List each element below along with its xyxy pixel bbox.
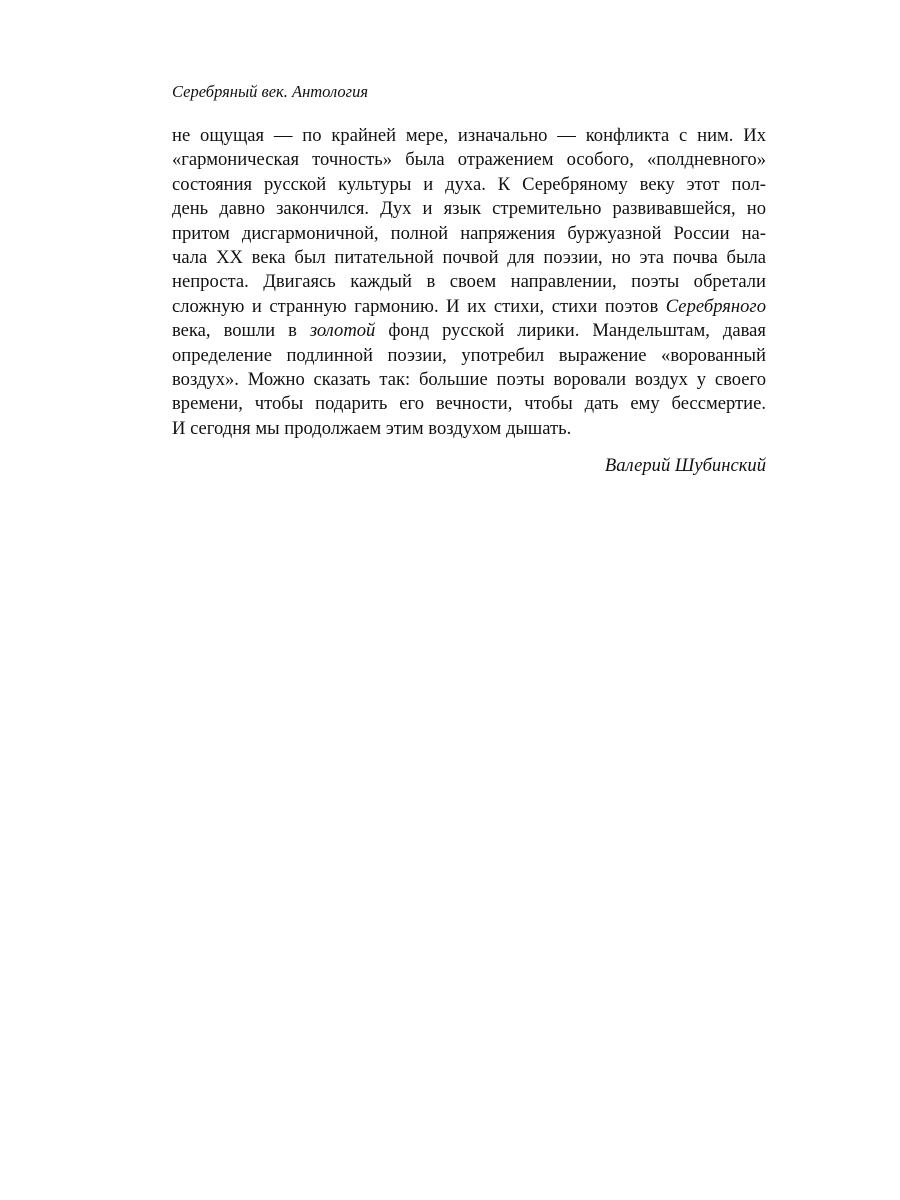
text-line: И сегодня мы продолжаем этим воздухом дышать. — [172, 417, 572, 439]
text-line: воздух». Можно сказать так: большие поэты воровали воздух у своего — [172, 368, 766, 390]
text-line: притом дисгармоничной, полной напряжения буржуазной России на- — [172, 222, 766, 244]
italic-word: золотой — [309, 320, 376, 342]
text-line: времени, чтобы подарить его вечности, чтобы дать ему бессмертие. — [172, 393, 766, 415]
text-line: непроста. Двигаясь каждый в своем направлении, поэты обретали — [172, 271, 766, 293]
text-line — [172, 295, 766, 319]
text-line: определение подлинной поэзии, употребил выражение «ворованный — [172, 344, 766, 366]
text-line: не ощущая — по крайней мере, изначально — конфликта с ним. Их — [172, 125, 766, 146]
text-line: чала XX века был питательной почвой для поэзии, но эта почва была — [172, 246, 766, 268]
text-line — [172, 319, 766, 343]
author-signature: Валерий Шубинский — [604, 455, 766, 476]
running-head: Серебряный век. Антология — [172, 82, 369, 101]
text-segment: века, вошли в — [172, 320, 310, 342]
text-segment: сложную и странную гармонию. И их стихи, стихи поэтов — [172, 295, 666, 317]
italic-word: Серебряного — [665, 295, 766, 317]
text-line: день давно закончился. Дух и язык стремительно развивавшейся, но — [172, 198, 766, 220]
text-segment: фонд русской лирики. Мандельштам, давая — [375, 320, 766, 342]
text-line: «гармоническая точность» была отражением особого, «полдневного» — [172, 149, 766, 171]
text-line: состояния русской культуры и духа. К Серебряному веку этот пол- — [172, 173, 766, 195]
body-paragraph — [172, 124, 766, 441]
